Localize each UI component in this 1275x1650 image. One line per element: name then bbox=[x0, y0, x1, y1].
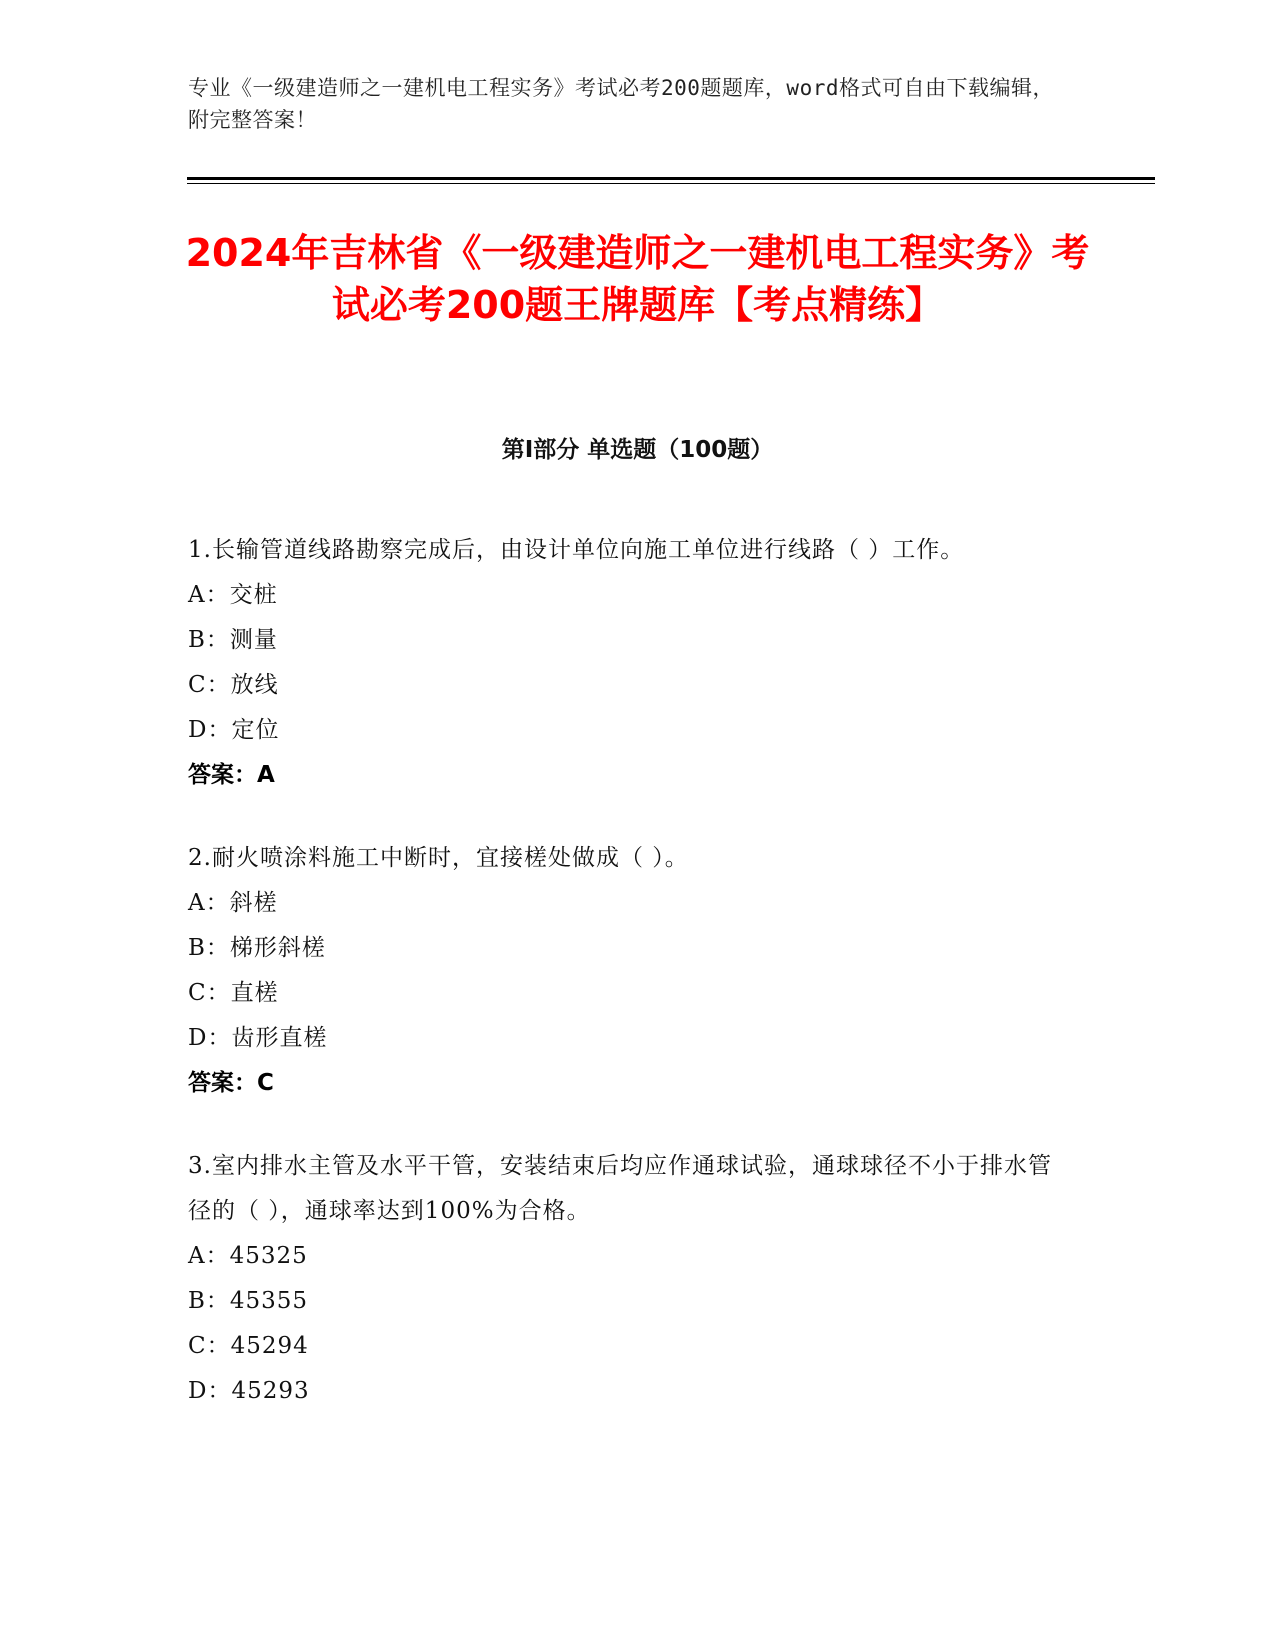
header-divider-thick bbox=[187, 177, 1155, 180]
question-1 bbox=[188, 528, 1068, 798]
option-b: B：45355 bbox=[188, 1288, 309, 1314]
option-d: D：定位 bbox=[188, 717, 280, 743]
option-c: C：45294 bbox=[188, 1333, 309, 1359]
header-note: 专业《一级建造师之一建机电工程实务》考试必考200题题库，word格式可自由下载编辑，附完整答案！ bbox=[188, 76, 1054, 132]
option-b: B：测量 bbox=[188, 627, 278, 653]
option-a: A：交桩 bbox=[188, 582, 278, 608]
question-text: 3.室内排水主管及水平干管，安装结束后均应作通球试验，通球球径不小于排水管径的（ ），通球率达到100%为合格。 bbox=[188, 1153, 1052, 1224]
header-divider-thin bbox=[187, 183, 1155, 184]
option-b: B：梯形斜槎 bbox=[188, 935, 326, 961]
question-text: 1.长输管道线路勘察完成后，由设计单位向施工单位进行线路（ ）工作。 bbox=[188, 537, 965, 563]
document-title: 2024年吉林省《一级建造师之一建机电工程实务》考试必考200题王牌题库【考点精练】 bbox=[185, 231, 1090, 327]
question-2 bbox=[188, 836, 1068, 1106]
option-a: A：45325 bbox=[188, 1243, 308, 1269]
option-d: D：齿形直槎 bbox=[188, 1025, 328, 1051]
option-a: A：斜槎 bbox=[188, 890, 278, 916]
option-c: C：放线 bbox=[188, 672, 279, 698]
question-3 bbox=[188, 1144, 1068, 1414]
option-d: D：45293 bbox=[188, 1378, 310, 1404]
question-text: 2.耐火喷涂料施工中断时，宜接槎处做成（ ）。 bbox=[188, 845, 689, 871]
answer: 答案：C bbox=[188, 1070, 274, 1096]
answer: 答案：A bbox=[188, 762, 275, 788]
section-heading: 第Ⅰ部分 单选题（100题） bbox=[501, 437, 774, 463]
option-c: C：直槎 bbox=[188, 980, 279, 1006]
question-list bbox=[188, 528, 1068, 1452]
